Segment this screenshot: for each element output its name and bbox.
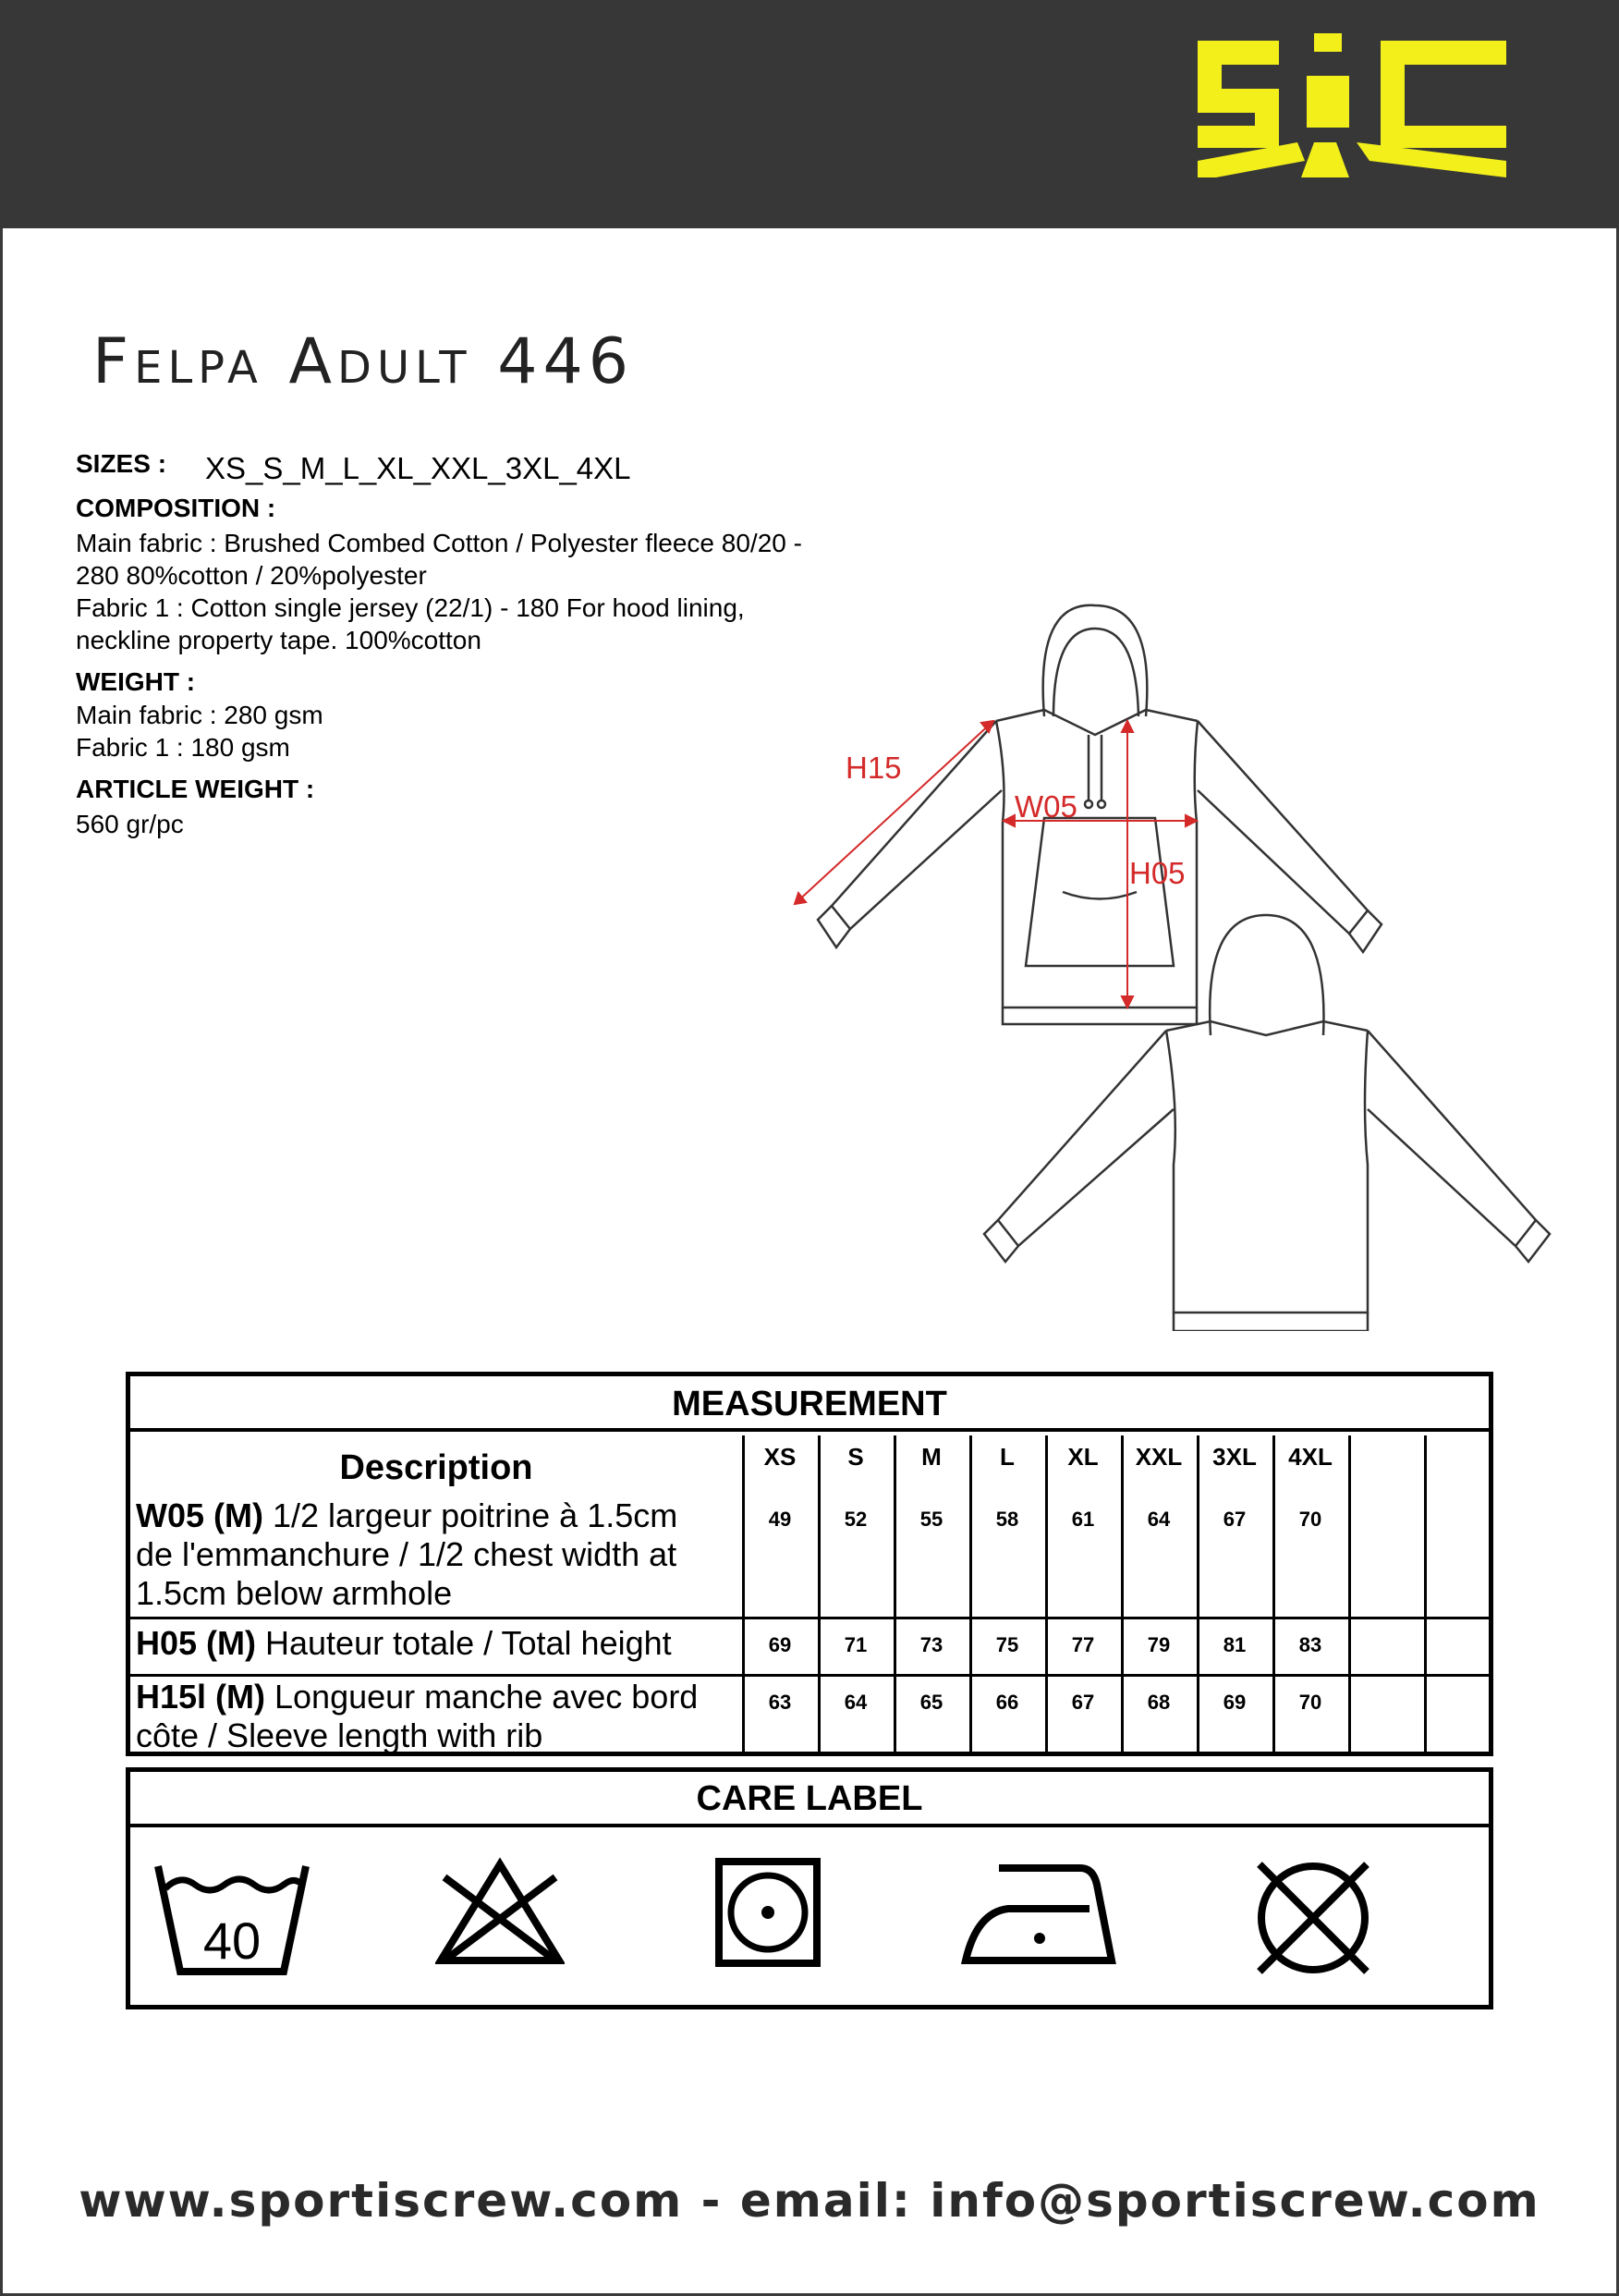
row-text: de l'emmanchure / 1/2 chest width at [136,1535,677,1573]
size-header: XXL [1135,1443,1183,1471]
row-text: Hauteur totale / Total height [256,1624,672,1662]
size-header: XS [763,1443,797,1471]
measurement-title: MEASUREMENT [130,1376,1489,1432]
table-cell: 58 [995,1508,1019,1531]
composition-line: Fabric 1 : Cotton single jersey (22/1) - 180 For hood lining, [76,593,745,622]
table-cell: 69 [768,1633,792,1656]
table-cell: 75 [995,1633,1019,1656]
table-cell: 70 [1298,1508,1322,1531]
size-header: XL [1067,1443,1099,1471]
hoodie-technical-drawing [776,592,1552,1331]
composition-line: Main fabric : Brushed Combed Cotton / Polyester fleece 80/20 - [76,529,802,557]
measure-label-h05: H05 [1129,856,1186,890]
product-title: Felpa Adult 446 [92,325,634,398]
row-divider [130,1617,1489,1619]
wash-temperature: 40 [202,1911,262,1970]
table-cell: 55 [919,1508,943,1531]
care-label-box [126,1767,1493,2009]
care-label-title: CARE LABEL [130,1772,1489,1827]
size-header: 4XL [1288,1443,1333,1471]
row-code: W05 (M) [136,1496,263,1534]
table-cell: 81 [1223,1633,1247,1656]
table-cell: 77 [1071,1633,1095,1656]
row-text: 1/2 largeur poitrine à 1.5cm [263,1496,678,1534]
tumble-dry-low-icon [714,1857,822,1968]
row-code: H15l (M) [136,1678,266,1716]
composition-label: COMPOSITION : [76,494,276,522]
sizes-label: SIZES : [76,449,167,478]
table-row-description [136,1624,746,1663]
table-cell: 79 [1147,1633,1171,1656]
weight-line: Fabric 1 : 180 gsm [76,733,290,762]
row-text: 1.5cm below armhole [136,1574,453,1612]
measure-label-h15: H15 [846,751,902,785]
wash-40-icon [152,1857,311,1977]
table-cell: 73 [919,1633,943,1656]
weight-label: WEIGHT : [76,667,196,696]
article-weight-value: 560 gr/pc [76,810,184,838]
table-cell: 66 [995,1691,1019,1714]
table-cell: 64 [844,1691,868,1714]
table-cell: 83 [1298,1633,1322,1656]
article-weight-label: ARTICLE WEIGHT : [76,775,315,803]
footer-contact: www.sportiscrew.com - email: info@sportiscrew.com [79,2174,1540,2228]
table-cell: 61 [1071,1508,1095,1531]
table-cell: 68 [1147,1691,1171,1714]
sic-logo [1198,33,1506,192]
size-header: S [847,1443,864,1471]
sizes-value: XS_S_M_L_XL_XXL_3XL_4XL [205,451,631,485]
table-cell: 71 [844,1633,868,1656]
header-bar [0,0,1619,228]
iron-low-icon [960,1857,1117,1968]
description-header: Description [339,1448,533,1487]
measure-label-w05: W05 [1015,789,1077,824]
weight-line: Main fabric : 280 gsm [76,701,323,729]
table-cell: 65 [919,1691,943,1714]
composition-line: 280 80%cotton / 20%polyester [76,561,427,590]
column-divider [1348,1435,1351,1752]
table-row-description [136,1678,746,1755]
measurement-table [126,1372,1493,1756]
row-code: H05 (M) [136,1624,257,1662]
table-cell: 67 [1223,1508,1247,1531]
composition-line: neckline property tape. 100%cotton [76,626,481,654]
table-cell: 52 [844,1508,868,1531]
table-cell: 64 [1147,1508,1171,1531]
size-header: M [921,1443,942,1471]
size-header: 3XL [1212,1443,1257,1471]
row-text: Longueur manche avec bord [265,1678,699,1716]
no-bleach-icon [435,1857,565,1968]
size-header: L [1000,1443,1015,1471]
row-divider [130,1674,1489,1677]
table-cell: 70 [1298,1691,1322,1714]
table-cell: 69 [1223,1691,1247,1714]
column-divider [1424,1435,1427,1752]
table-cell: 67 [1071,1691,1095,1714]
table-cell: 49 [768,1508,792,1531]
table-row-description [136,1496,746,1613]
no-dry-clean-icon [1248,1857,1378,1977]
row-text: côte / Sleeve length with rib [136,1716,543,1754]
table-cell: 63 [768,1691,792,1714]
